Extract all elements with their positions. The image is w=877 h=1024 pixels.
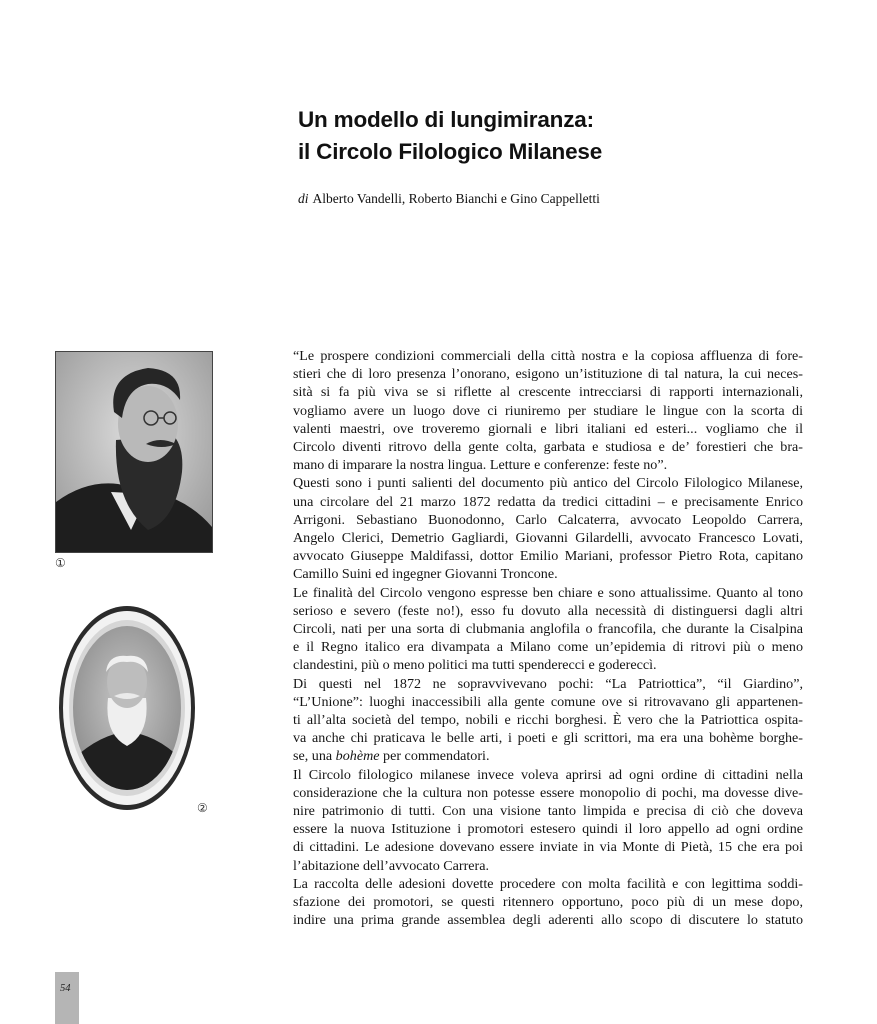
- title-line-2: il Circolo Filologico Milanese: [298, 139, 603, 164]
- article-title: [298, 104, 818, 168]
- portrait-1-image: [56, 352, 212, 552]
- text-line: “L’Unione”: luoghi inaccessibili alla gente comune ove si ritrovavano gli appartenen-: [293, 693, 803, 710]
- text-line: considerazione che la cultura non potesse essere monopolio di pochi, ma dovesse dive-: [293, 784, 803, 801]
- text-fragment: per commendatori.: [379, 748, 490, 765]
- portrait-2-image: [58, 604, 196, 812]
- portrait-photo-1: [55, 351, 213, 553]
- text-line: e il Regno italico era divampata a Milano come un’epidemia di ritrovi più o meno: [293, 639, 803, 656]
- text-line: Circoli, nati per una sorta di clubmania anglofila o francofila, che durante la Cisalpina: [293, 621, 803, 638]
- text-line: mano di imparare la nostra lingua. Letture e conferenze: feste no”.: [293, 457, 668, 474]
- figure-2-number: ②: [197, 801, 208, 815]
- paragraph-2: [293, 474, 803, 583]
- text-line: Le finalità del Circolo vengono espresse ben chiare e sono attualissime. Quanto al tono: [293, 584, 803, 601]
- title-line-1: Un modello di lungimiranza:: [298, 107, 594, 132]
- text-line: stieri che di loro presenza l’onorano, esigono un’istituzione di tal natura, la cui neces-: [293, 366, 803, 383]
- page-number-bar: [55, 972, 79, 1024]
- article-body: [293, 347, 803, 930]
- text-line: indire una prima grande assemblea degli aderenti allo scopo di discutere lo statuto: [293, 912, 803, 929]
- text-line: “Le prospere condizioni commerciali della città nostra e la copiosa affluenza di fore-: [293, 348, 803, 364]
- text-line: serioso e severo (feste no!), esso fu dovuto alla necessità di distinguersi dagli altri: [293, 602, 803, 619]
- text-line: l’abitazione dell’avvocato Carrera.: [293, 857, 490, 874]
- byline: [298, 191, 818, 207]
- text-italic: bohème: [335, 748, 380, 765]
- paragraph-5: [293, 766, 803, 875]
- text-line: una circolare del 21 marzo 1872 redatta da tredici cittadini – e precisamente Enrico: [293, 493, 803, 510]
- paragraph-4: [293, 675, 803, 766]
- paragraph-6: [293, 875, 803, 930]
- text-line: essere la nuova Istituzione i promotori estesero quindi il loro appello ad ogni ordine: [293, 821, 803, 838]
- text-line: Questi sono i punti salienti del documento più antico del Circolo Filologico Milanese,: [293, 475, 803, 492]
- text-line: clandestini, più o meno politici ma tutti spenderecci e godereccì.: [293, 657, 657, 674]
- text-line: di cittadini. Le adesione dovevano essere inviate in via Monte di Pietà, 15 che era poi: [293, 839, 803, 856]
- text-line: valenti maestri, ove troveremo giornali e libri italiani ed esteri... vogliamo che il: [293, 420, 803, 437]
- text-line: ti all’alta società del tempo, nobili e ricchi borghesi. È vero che la Patriottica ospita-: [293, 712, 803, 729]
- text-line: va anche chi praticava le belle arti, i poeti e gli scrittori, ma era una bohème borghe-: [293, 730, 803, 747]
- paragraph-1: [293, 347, 803, 474]
- byline-prefix: di: [298, 191, 309, 206]
- text-line: nire patrimonio di tutti. Con una visione tanto limpida e precisa di ciò che doveva: [293, 803, 803, 820]
- text-line: Arrigoni. Sebastiano Buonodonno, Carlo Calcaterra, avvocato Leopoldo Carrera,: [293, 511, 803, 528]
- text-line: [293, 747, 803, 765]
- text-line: Camillo Suini ed ingegner Giovanni Troncone.: [293, 566, 558, 583]
- text-line: sfazione dei promotori, se questi ritennero opportuno, poco più di un mese dopo,: [293, 894, 803, 911]
- text-fragment: se, una: [293, 748, 336, 765]
- text-line: vogliamo avere un luogo dove ci riuniremo per studiare le lingue con la scorta di: [293, 402, 803, 419]
- paragraph-3: [293, 584, 803, 675]
- figure-1-number: ①: [55, 556, 66, 570]
- portrait-photo-2: [58, 604, 196, 812]
- text-line: Il Circolo filologico milanese invece voleva aprirsi ad ogni ordine di cittadini nella: [293, 766, 803, 783]
- byline-authors: Alberto Vandelli, Roberto Bianchi e Gino Cappelletti: [312, 191, 600, 206]
- text-line: La raccolta delle adesioni dovette procedere con molta facilità e con legittima soddi-: [293, 875, 803, 892]
- text-line: sità si fa più viva se si riflette al crescente intrecciarsi di rapporti internazionali,: [293, 384, 803, 401]
- page-number: 54: [60, 983, 71, 994]
- text-line: avvocato Giuseppe Maldifassi, dottor Emilio Mariani, professor Pietro Rota, capitano: [293, 548, 803, 565]
- text-line: Angelo Clerici, Demetrio Gagliardi, Giovanni Gilardelli, avvocato Francesco Lovati,: [293, 530, 803, 547]
- text-line: Di questi nel 1872 ne sopravvivevano pochi: “La Patriottica”, “il Giardino”,: [293, 675, 803, 692]
- text-line: Circolo diventi ritrovo della gente colta, garbata e studiosa e de’ forestieri che bra-: [293, 439, 803, 456]
